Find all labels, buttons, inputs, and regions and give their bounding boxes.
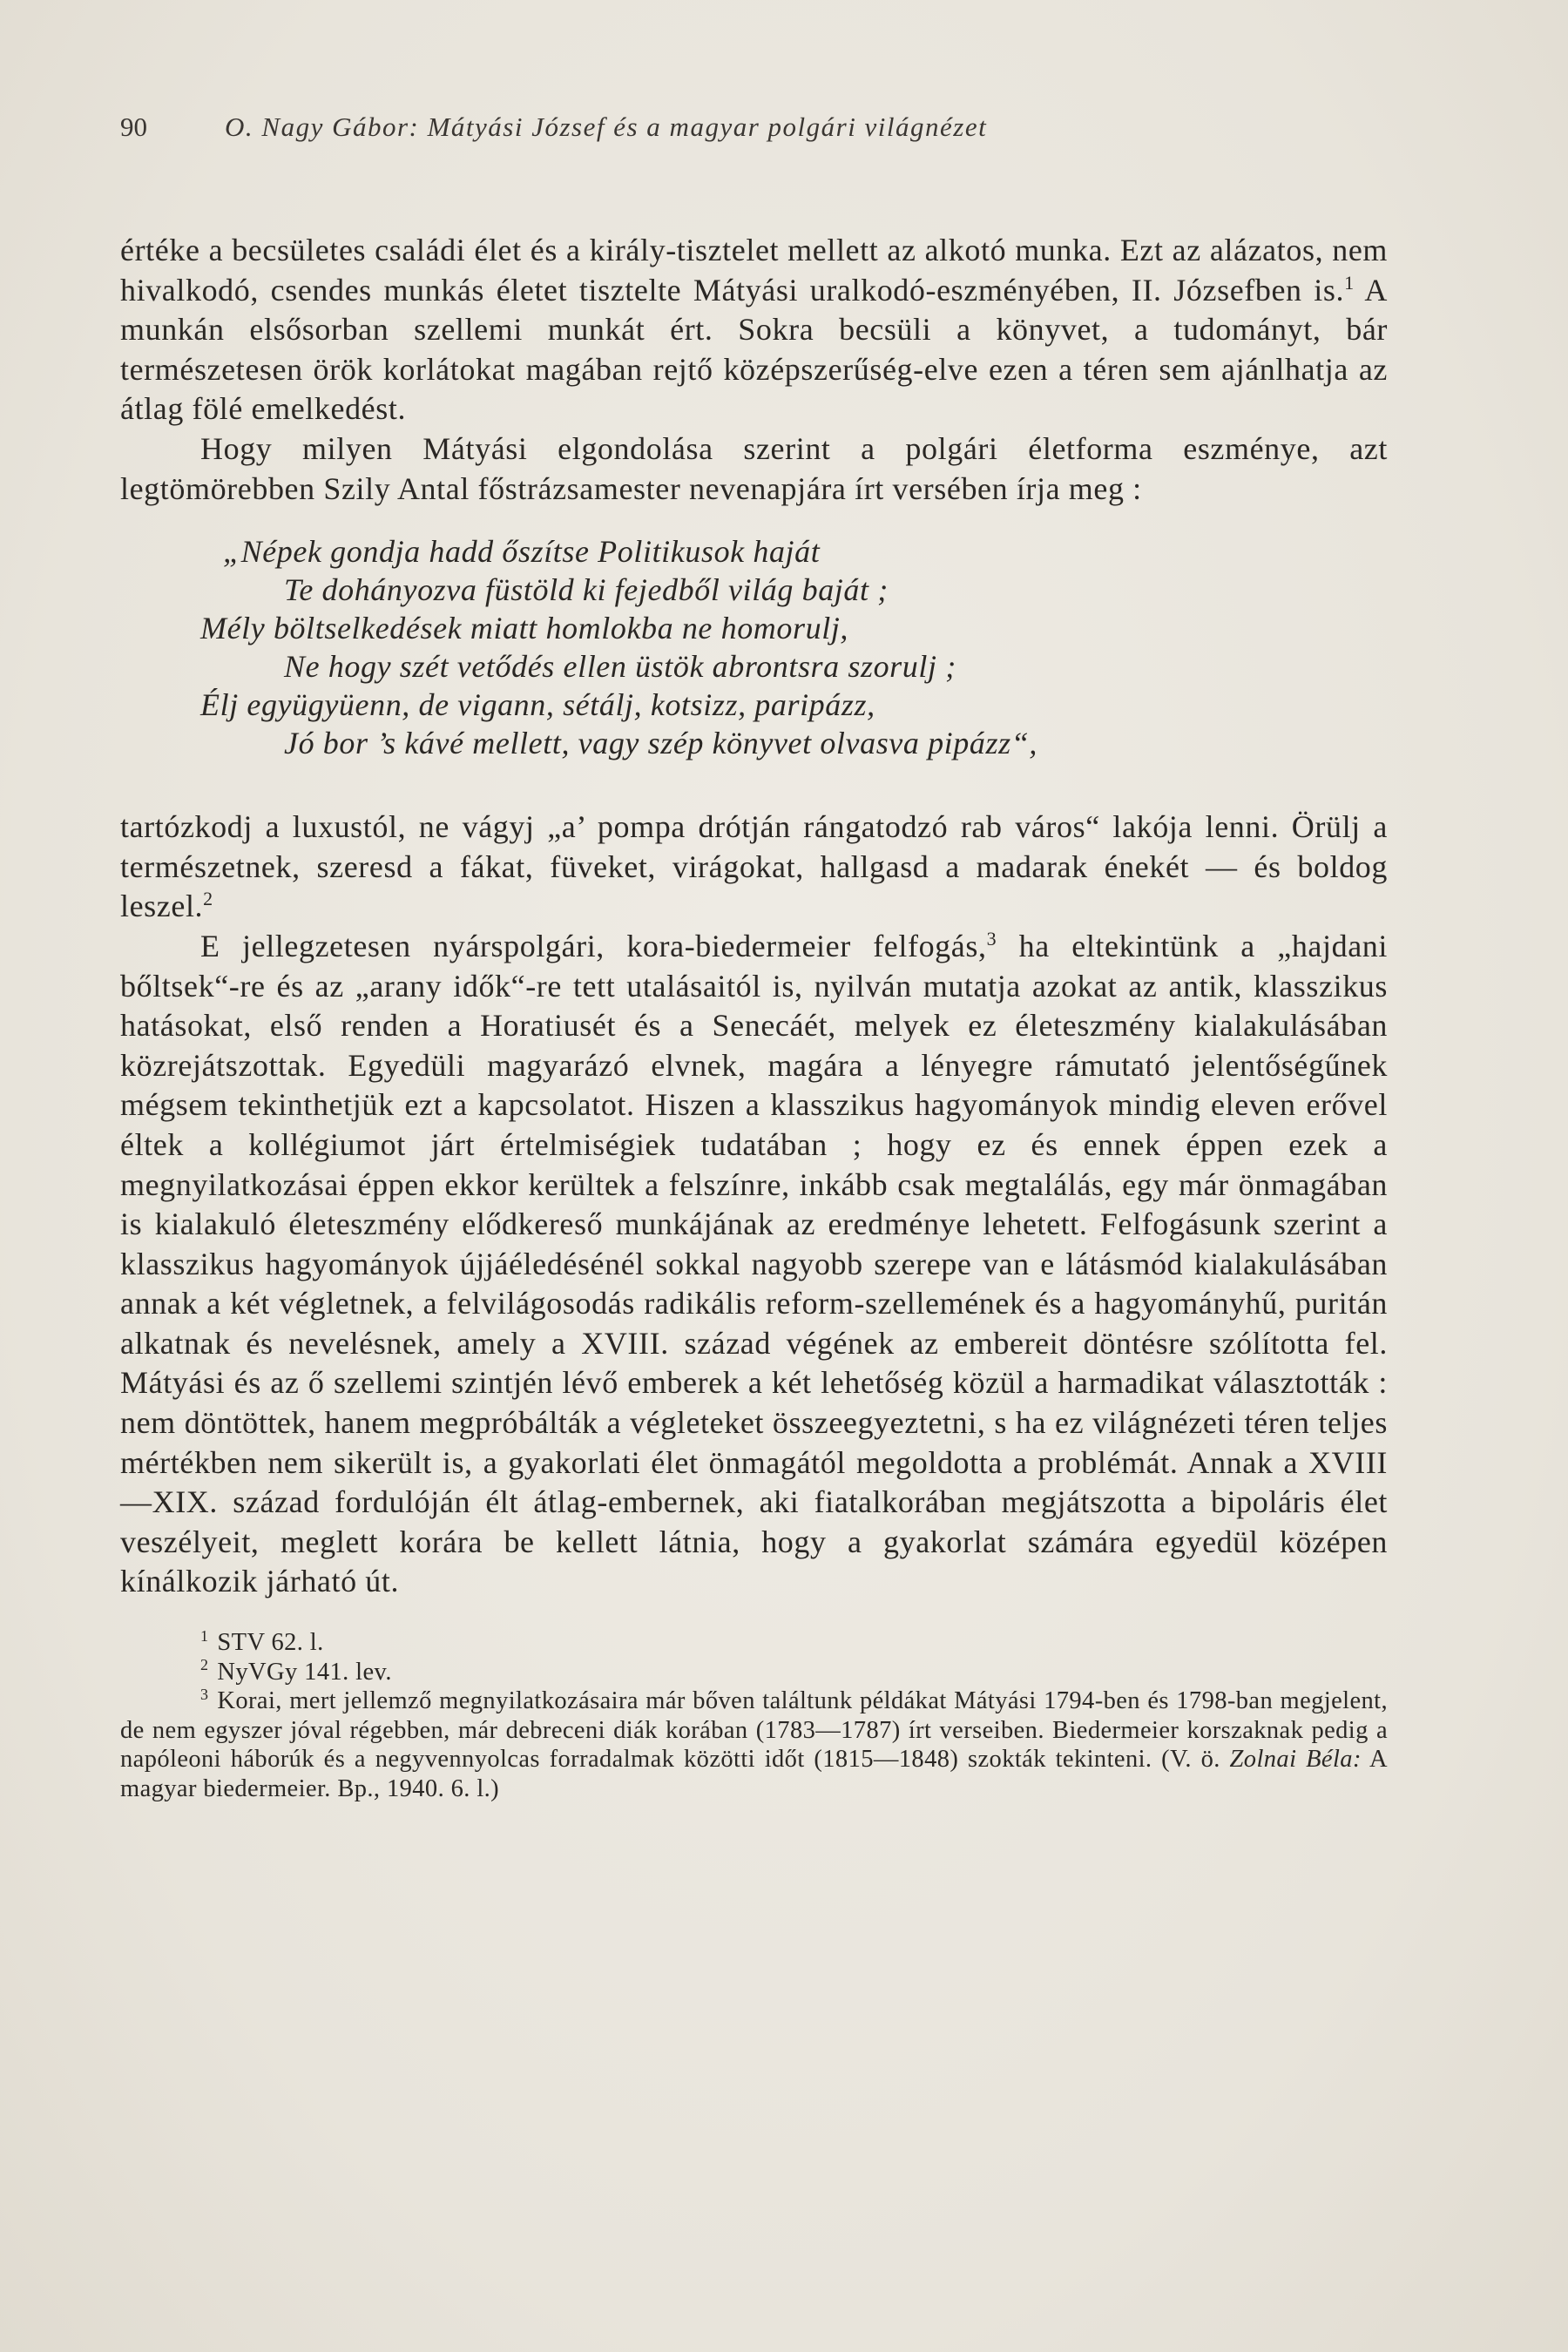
paragraph-1-text-b: A munkán elsősorban szellemi munkát ért. Sokra becsüli a könyvet, a tudományt, bár természetesen örök korlátokat magában rejtő középszerűség-elve ezen a téren sem ajánlhatja az átlag fölé emelkedést. bbox=[120, 272, 1388, 427]
poem-line: Jó bor ’s kávé mellett, vagy szép könyvet olvasva pipázz“, bbox=[284, 726, 1037, 761]
footnote-text-b: A magyar biedermeier. Bp., 1940. 6. l.) bbox=[120, 1746, 1388, 1802]
paragraph-4 bbox=[120, 927, 1388, 1602]
footnote-marker: 2 bbox=[200, 1656, 209, 1674]
paragraph-4-text-b: ha eltekintünk a „hajdani bőltsek“-re és az „arany idők“-re tett utalásaitól is, nyilván mutatja azokat az antik, klasszikus hatásokat, első renden a Horatiusét és a Senecáét, melyek ez életeszmény kialakulásában közrejátszottak. Egyedüli magyarázó elvnek, magára a lényegre rámutató jelentőségűnek mégsem tekinthetjük ezt a kapcsolatot. Hiszen a klasszikus hagyományok mindig eleven erővel éltek a kollégiumot járt értelmiségiek tudatában ; hogy ez és ennek éppen ezek a megnyilatkozásai éppen ekkor kerültek a felszínre, inkább csak megtalálás, egy már önmagában is kialakuló életeszmény elődkereső munkájának az eredménye lehetett. Felfogásunk szerint a klasszikus hagyományok újjáéledésénél sokkal nagyobb szerepe van e látásmód kialakulásában annak a két végletnek, a felvilágosodás radikális reform-szellemének és a hagyományhű, puritán alkatnak és nevelésnek, amely a XVIII. század végének az embereit döntésre szólította fel. Mátyási és az ő szellemi szintjén lévő emberek a két lehetőség közül a harmadikat választották : nem döntöttek, hanem megpróbálták a végleteket összeegyeztetni, s ha ez világnézeti téren teljes mértékben nem sikerült is, a gyakorlati élet önmagától megoldotta a problémát. Annak a XVIII—XIX. század fordulóján élt átlag-embernek, aki fiatalkorában megjátszotta a bipoláris élet veszélyeit, meglett korára be kellett látnia, hogy a gyakorlat számára egyedül középen kínálkozik járható út. bbox=[120, 928, 1388, 1599]
footnote-marker: 3 bbox=[200, 1685, 209, 1703]
footnote-text-a: Korai, mert jellemző megnyilatkozásaira már bőven találtunk példákat Mátyási 1794-ben és 1798-ban megjelent, de nem egyszer jóval régebben, már debreceni diák korában (1783—1787) írt verseiben. Biedermeier korszaknak pedig a napóleoni háborúk és a negyvennyolcas forradalmak közötti időt (1815—1848) szokták tekinteni. (V. ö. bbox=[120, 1687, 1388, 1774]
footnote-3 bbox=[120, 1686, 1388, 1803]
page-number: 90 bbox=[120, 112, 147, 142]
footnote-ref-2: 2 bbox=[203, 888, 213, 910]
paragraph-3-text: tartózkodj a luxustól, ne vágyj „a’ pompa drótján rángatodzó rab város“ lakója lenni. Örülj a természetnek, szeresd a fákat, füveket, virágokat, hallgasd a madarak énekét — és boldog leszel. bbox=[120, 809, 1388, 924]
footnote-2 bbox=[120, 1658, 1388, 1687]
poem-line: „Népek gondja hadd őszítse Politikusok haját bbox=[223, 534, 821, 570]
running-head bbox=[120, 110, 1340, 145]
body-text bbox=[120, 231, 1388, 1803]
poem-line: Mély böltselkedések miatt homlokba ne homorulj, bbox=[200, 611, 849, 646]
paragraph-1 bbox=[120, 231, 1388, 429]
footnote-1 bbox=[120, 1628, 1388, 1658]
footnote-author: Zolnai Béla: bbox=[1229, 1746, 1362, 1774]
footnote-ref-3: 3 bbox=[986, 927, 997, 950]
paragraph-2: Hogy milyen Mátyási elgondolása szerint a polgári életforma eszménye, azt legtömörebben Szily Antal főstrázsamester nevenapjára írt versében írja meg : bbox=[120, 430, 1388, 506]
paragraph-1-text-a: értéke a becsületes családi élet és a király-tisztelet mellett az alkotó munka. Ezt az alázatos, nem hivalkodó, csendes munkás életet tisztelte Mátyási uralkodó-eszményében, II. Józsefben is. bbox=[120, 233, 1388, 308]
paragraph-4-text-a: E jellegzetesen nyárspolgári, kora-biedermeier felfogás, bbox=[200, 928, 987, 963]
footnote-text: STV 62. l. bbox=[217, 1629, 324, 1657]
poem-quote bbox=[120, 532, 1388, 762]
footnote-marker: 1 bbox=[200, 1626, 209, 1645]
poem-line: Élj együgyüenn, de vigann, sétálj, kotsizz, paripázz, bbox=[200, 687, 875, 723]
paragraph-3 bbox=[120, 808, 1388, 927]
running-title: O. Nagy Gábor: Mátyási József és a magyar polgári világnézet bbox=[225, 112, 988, 142]
footnote-ref-1: 1 bbox=[1344, 271, 1355, 294]
poem-line: Te dohányozva füstöld ki fejedből világ baját ; bbox=[284, 572, 889, 608]
poem-line: Ne hogy szét vetődés ellen üstök abrontsra szorulj ; bbox=[284, 649, 956, 685]
footnotes bbox=[120, 1628, 1388, 1803]
footnote-text: NyVGy 141. lev. bbox=[217, 1658, 392, 1686]
